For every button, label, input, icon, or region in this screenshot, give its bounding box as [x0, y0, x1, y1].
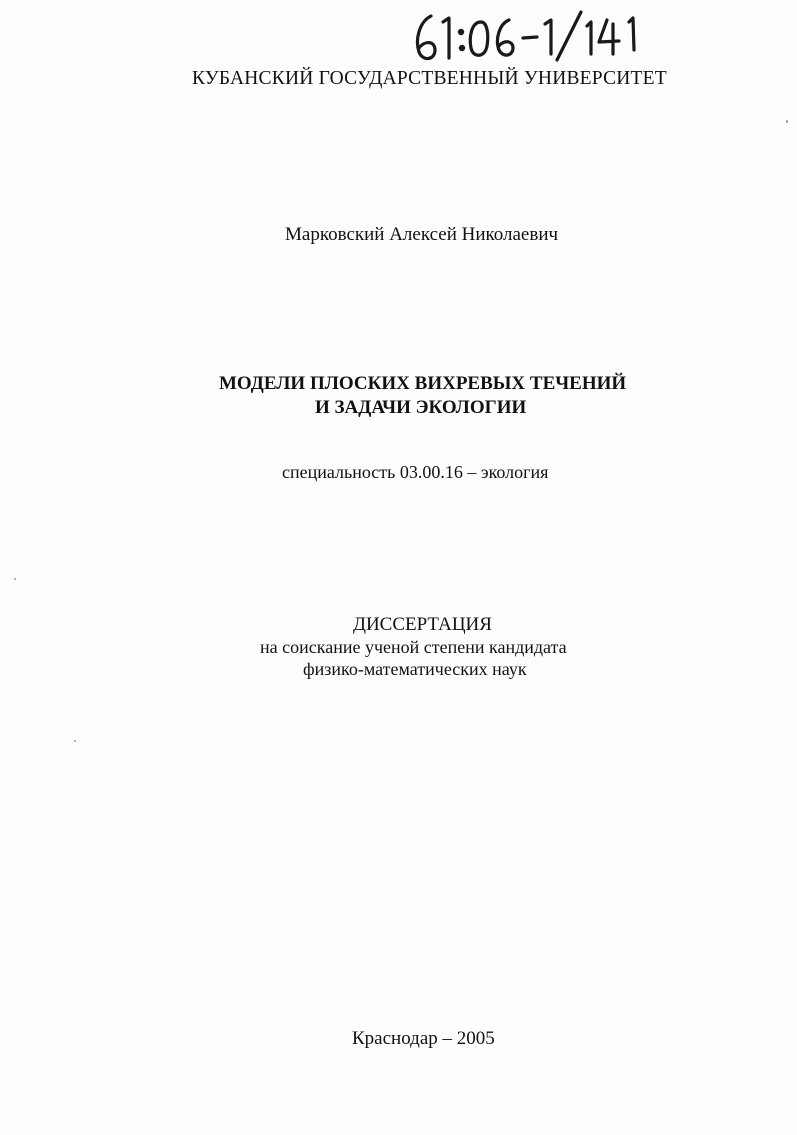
university-name: КУБАНСКИЙ ГОСУДАРСТВЕННЫЙ УНИВЕРСИТЕТ — [192, 68, 667, 89]
scan-speck — [14, 578, 16, 580]
author-name: Марковский Алексей Николаевич — [285, 224, 559, 245]
scan-speck — [74, 740, 76, 742]
place-and-year: Краснодар – 2005 — [352, 1028, 495, 1049]
degree-line-1: на соискание ученой степени кандидата — [260, 637, 567, 657]
specialty-line: специальность 03.00.16 – экология — [282, 462, 549, 482]
scan-speck — [786, 120, 788, 123]
dissertation-title-line-2: И ЗАДАЧИ ЭКОЛОГИИ — [315, 397, 527, 418]
handwritten-archive-mark — [405, 8, 645, 66]
dissertation-title-line-1: МОДЕЛИ ПЛОСКИХ ВИХРЕВЫХ ТЕЧЕНИЙ — [219, 373, 627, 394]
degree-line-2: физико-математических наук — [303, 659, 527, 679]
document-type: ДИССЕРТАЦИЯ — [353, 614, 492, 635]
